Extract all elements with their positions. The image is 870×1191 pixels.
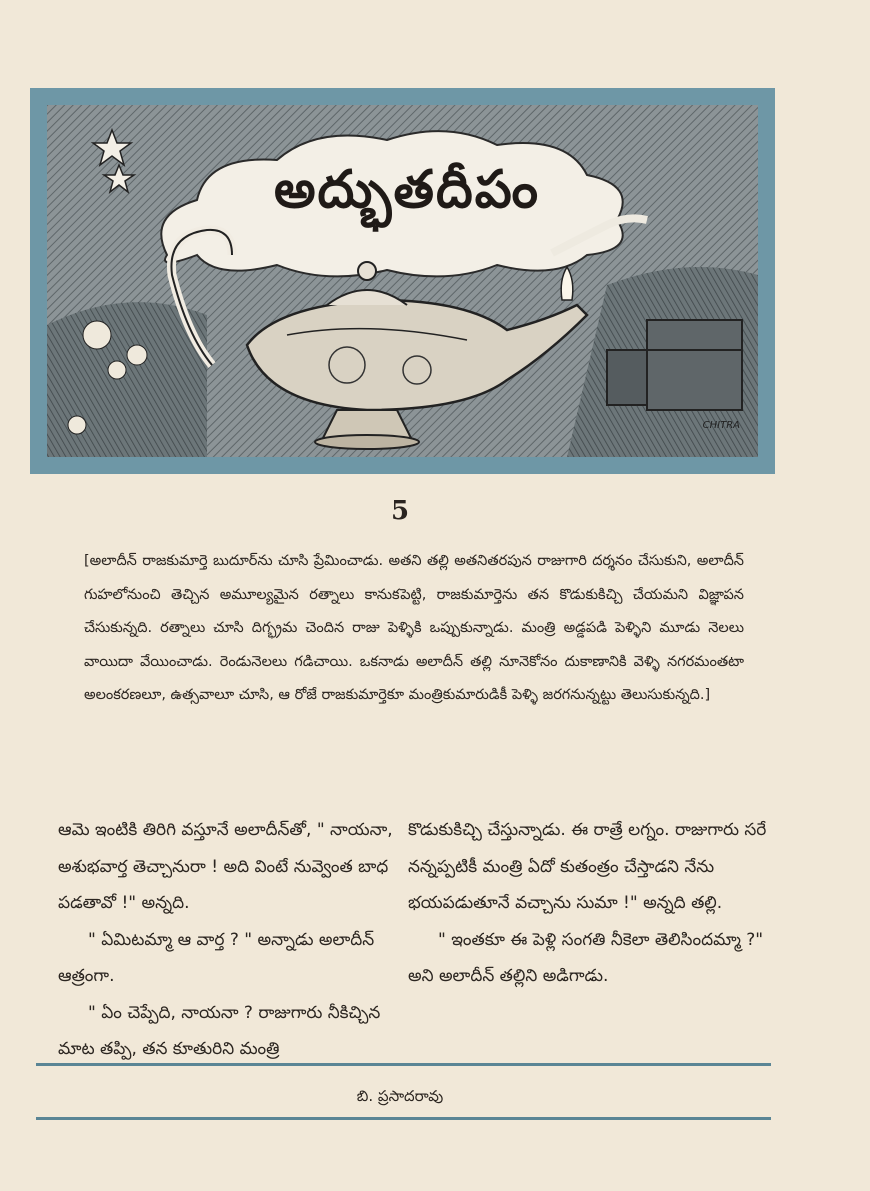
paragraph: ఆమె ఇంటికి తిరిగి వస్తూనే అలాదీన్‌తో, " నాయనా, అశుభవార్త తెచ్చానురా ! అది వింటే నువ్వెంత బాధ పడతావో !" అన్నది. — [58, 820, 393, 913]
divider-top — [36, 1063, 771, 1066]
title-banner — [30, 88, 775, 474]
previous-summary: [అలాదీన్ రాజకుమార్తె బుదూర్‌ను చూసి ప్రేమించాడు. అతని తల్లి అతనితరపున రాజుగారి దర్శనం చేసుకుని, అలాదీన్ గుహలోనుంచి తెచ్చిన అమూల్యమైన రత్నాలు కానుకపెట్టి, రాజకుమార్తెను తన కొడుకుకిచ్చి చేయమని విజ్ఞాపన చేసుకున్నది. రత్నాలు చూసి దిగ్భ్రమ చెందిన రాజు పెళ్ళికి ఒప్పుకున్నాడు. మంత్రి అడ్డపడి పెళ్ళిని మూడు నెలలు వాయిదా వేయించాడు. రెండునెలలు గడిచాయి. ఒకనాడు అలాదీన్ తల్లి నూనెకోనం దుకాణానికి వెళ్ళి నగరమంతటా అలంకరణలూ, ఉత్సవాలూ చూసి, ఆ రోజే రాజకుమార్తెకూ మంత్రికుమారుడికీ పెళ్ళి జరగనున్నట్టు తెలుసుకున్నది.] — [84, 553, 744, 703]
paragraph: కొడుకుకిచ్చి చేస్తున్నాడు. ఈ రాత్రే లగ్నం. రాజుగారు సరే నన్నప్పటికీ మంత్రి ఏదో కుతంత్రం చేస్తాడని నేను భయపడుతూనే వచ్చాను సుమా !" అన్నది తల్లి. — [408, 820, 767, 913]
banner-illustration — [47, 105, 758, 457]
paragraph: " ఏం చెప్పేది, నాయనా ? రాజుగారు నీకిచ్చిన మాట తప్పి, తన కూతురిని మంత్రి — [58, 1002, 381, 1059]
paragraph: " ఏమిటమ్మా ఆ వార్త ? " అన్నాడు అలాదీన్ ఆత్రంగా. — [58, 929, 375, 986]
text-column-left — [58, 812, 398, 1068]
paragraph: " ఇంతకూ ఈ పెళ్లి సంగతి నీకెలా తెలిసిందమ్మా ?" అని అలాదీన్ తల్లిని అడిగాడు. — [408, 929, 764, 986]
chapter-number: 5 — [390, 496, 410, 526]
cave-rock-left — [47, 302, 207, 457]
author-credit: బి. ప్రసాదరావు — [356, 1087, 444, 1105]
text-column-right — [408, 812, 773, 995]
divider-bottom — [36, 1117, 771, 1120]
story-title: అద్భుతదీపం — [273, 160, 541, 220]
magic-lamp-illustration — [47, 105, 758, 457]
artist-signature: CHITRA — [702, 420, 740, 431]
